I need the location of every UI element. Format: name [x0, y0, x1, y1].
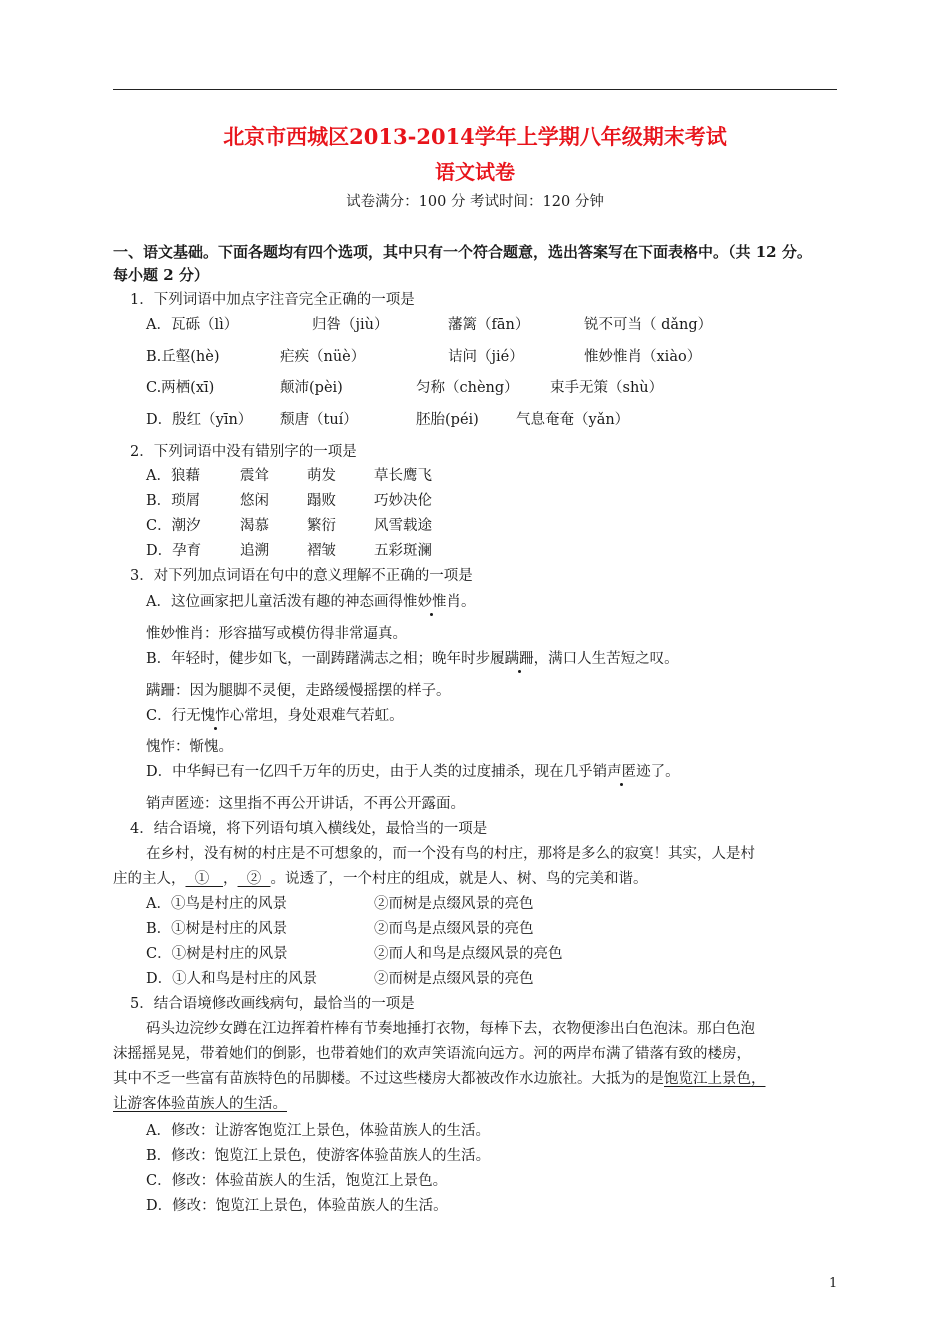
q2-option-d-1: D．孕育: [146, 543, 202, 559]
q3-a-end: 。: [460, 594, 476, 610]
q2-stem: 2．下列词语中没有错别字的一项是: [130, 444, 357, 460]
q2-option-c-2: 渴慕: [240, 518, 269, 534]
q4-option-b-2: ②而鸟是点缀风景的亮色: [374, 921, 534, 937]
q3-b-end: ，满口人生苦短之叹。: [533, 651, 679, 667]
q1-option-c-4: 束手无策（shù）: [550, 380, 664, 396]
q5-passage-line-2: 沫摇摇晃晃，带着她们的倒影，也带着她们的欢声笑语流向远方。河的两岸布满了错落有致的楼房，: [113, 1046, 751, 1062]
q5-option-d: D．修改：饱览江上景色，体验苗族人的生活。: [146, 1198, 448, 1214]
q3-c-dotted-term: 愧怍: [200, 708, 230, 724]
q5-passage-line-1: 码头边浣纱女蹲在江边挥着杵棒有节奏地捶打衣物，每棒下去，衣物便渗出白色泡沫。那白色泡: [146, 1021, 755, 1037]
q1-option-c-2: 颠沛(pèi): [280, 380, 343, 396]
q2-option-b-3: 蹋败: [307, 493, 336, 509]
q4-text-c: 。说透了，一个村庄的组成，就是人、树、鸟的完美和谐。: [270, 871, 648, 887]
q3-c-text: C．行无: [146, 708, 201, 724]
q1-option-a-1: A．瓦砾（lì）: [146, 317, 239, 333]
section-heading-cont: 每小题 2 分）: [113, 266, 209, 284]
q1-option-d-2: 颓唐（tuí）: [280, 412, 358, 428]
q5-option-b: B．修改：饱览江上景色，使游客体验苗族人的生活。: [146, 1148, 491, 1164]
q5-option-c: C．修改：体验苗族人的生活，饱览江上景色。: [146, 1173, 448, 1189]
q3-option-c: [146, 706, 404, 726]
q5-underlined-sentence-a: 饱览江上景色，: [664, 1071, 766, 1087]
q3-option-a-def: 惟妙惟肖：形容描写或模仿得非常逼真。: [146, 626, 407, 642]
q3-option-d-def: 销声匿迹：这里指不再公开讲话，不再公开露面。: [146, 796, 465, 812]
q4-option-d-2: ②而树是点缀风景的亮色: [374, 971, 534, 987]
page-number: 1: [829, 1276, 838, 1291]
q1-option-a-2: 归咎（jiù）: [312, 317, 389, 333]
q2-option-d-3: 褶皱: [307, 543, 336, 559]
q4-option-a-2: ②而树是点缀风景的亮色: [374, 896, 534, 912]
q3-c-end: 心常坦，身处艰难气若虹。: [229, 708, 404, 724]
q4-stem: 4．结合语境，将下列语句填入横线处，最恰当的一项是: [130, 821, 488, 837]
q4-blank-1: ①: [185, 871, 224, 887]
q4-blank-2: ②: [237, 871, 271, 887]
q3-option-b-def: 蹒跚：因为腿脚不灵便，走路缓慢摇摆的样子。: [146, 683, 451, 699]
q1-option-b-3: 诘问（jié）: [448, 349, 524, 365]
exam-title: 北京市西城区2013-2014学年上学期八年级期末考试: [223, 124, 727, 149]
q1-option-b-2: 疟疾（nüè）: [280, 349, 366, 365]
q2-option-a-2: 震耸: [240, 468, 269, 484]
q4-passage-line-1: 在乡村，没有树的村庄是不可想象的，而一个没有鸟的村庄，那将是多么的寂寞！其实，人是村: [146, 846, 755, 862]
q3-stem: 3．对下列加点词语在句中的意义理解不正确的一项是: [130, 568, 473, 584]
header-rule: [113, 89, 837, 90]
exam-meta: 试卷满分：100 分 考试时间：120 分钟: [346, 194, 604, 210]
q1-option-d-1: D．殷红（yīn）: [146, 412, 253, 428]
q2-option-b-1: B．琐屑: [146, 493, 201, 509]
q4-option-c-1: C．①树是村庄的风景: [146, 946, 288, 962]
q5-option-a: A．修改：让游客饱览江上景色，体验苗族人的生活。: [146, 1123, 490, 1139]
q2-option-b-2: 悠闲: [240, 493, 269, 509]
q2-option-c-1: C．潮汐: [146, 518, 201, 534]
q1-option-b-4: 惟妙惟肖（xiào）: [584, 349, 702, 365]
q5-text: 其中不乏一些富有苗族特色的吊脚楼。不过这些楼房大都被改作水边旅社。大抵为的是: [113, 1071, 664, 1087]
q2-option-c-4: 风雪载途: [374, 518, 432, 534]
q5-stem: 5．结合语境修改画线病句，最恰当的一项是: [130, 996, 415, 1012]
q3-b-text: B．年轻时，健步如飞，一副踌躇满志之相；晚年时步履: [146, 651, 505, 667]
q3-a-dotted-term: 惟妙惟肖: [402, 594, 461, 610]
exam-subtitle: 语文试卷: [435, 160, 515, 184]
q5-passage-line-3: [113, 1069, 766, 1089]
q4-passage-line-2: [113, 869, 647, 889]
q2-option-a-4: 草长鹰飞: [374, 468, 432, 484]
q3-a-text: A．这位画家把儿童活泼有趣的神态画得: [146, 594, 403, 610]
q5-underlined-sentence-b: 让游客体验苗族人的生活。: [113, 1096, 287, 1112]
q3-d-dotted-term: 销声匿迹: [592, 764, 651, 780]
q2-option-a-3: 萌发: [307, 468, 336, 484]
q3-option-b: [146, 649, 679, 669]
q2-option-b-4: 巧妙决伦: [374, 493, 432, 509]
q1-option-a-3: 藩篱（fān）: [448, 317, 530, 333]
q3-b-dotted-term: 蹒跚: [504, 651, 534, 667]
q2-option-d-4: 五彩斑澜: [374, 543, 432, 559]
q4-text-b: ，: [223, 871, 238, 887]
q2-option-a-1: A．狼藉: [146, 468, 200, 484]
q5-passage-line-4: [113, 1094, 287, 1114]
q1-option-a-4: 锐不可当（ dǎng）: [584, 317, 713, 333]
q1-option-c-3: 匀称（chèng）: [416, 380, 519, 396]
q1-option-d-4: 气息奄奄（yǎn）: [516, 412, 630, 428]
q4-option-d-1: D．①人和鸟是村庄的风景: [146, 971, 318, 987]
q3-option-d: [146, 762, 680, 782]
q2-option-c-3: 繁衍: [307, 518, 336, 534]
q1-stem: 1．下列词语中加点字注音完全正确的一项是: [130, 292, 415, 308]
q4-option-a-1: A．①鸟是村庄的风景: [146, 896, 287, 912]
q3-d-text: D．中华鲟已有一亿四千万年的历史，由于人类的过度捕杀，现在几乎: [146, 764, 593, 780]
q1-option-b-1: B.丘壑(hè): [146, 349, 220, 365]
q3-option-c-def: 愧怍：惭愧。: [146, 739, 233, 755]
q3-d-end: 了。: [650, 764, 680, 780]
q4-text-a: 庄的主人，: [113, 871, 186, 887]
q1-option-c-1: C.两栖(xī): [146, 380, 215, 396]
q3-option-a: [146, 592, 475, 612]
section-heading: 一、语文基础。下面各题均有四个选项，其中只有一个符合题意，选出答案写在下面表格中。（共 12 分。: [113, 243, 812, 261]
q4-option-b-1: B．①树是村庄的风景: [146, 921, 288, 937]
q1-option-d-3: 胚胎(péi): [416, 412, 479, 428]
q4-option-c-2: ②而人和鸟是点缀风景的亮色: [374, 946, 563, 962]
q2-option-d-2: 追溯: [240, 543, 269, 559]
